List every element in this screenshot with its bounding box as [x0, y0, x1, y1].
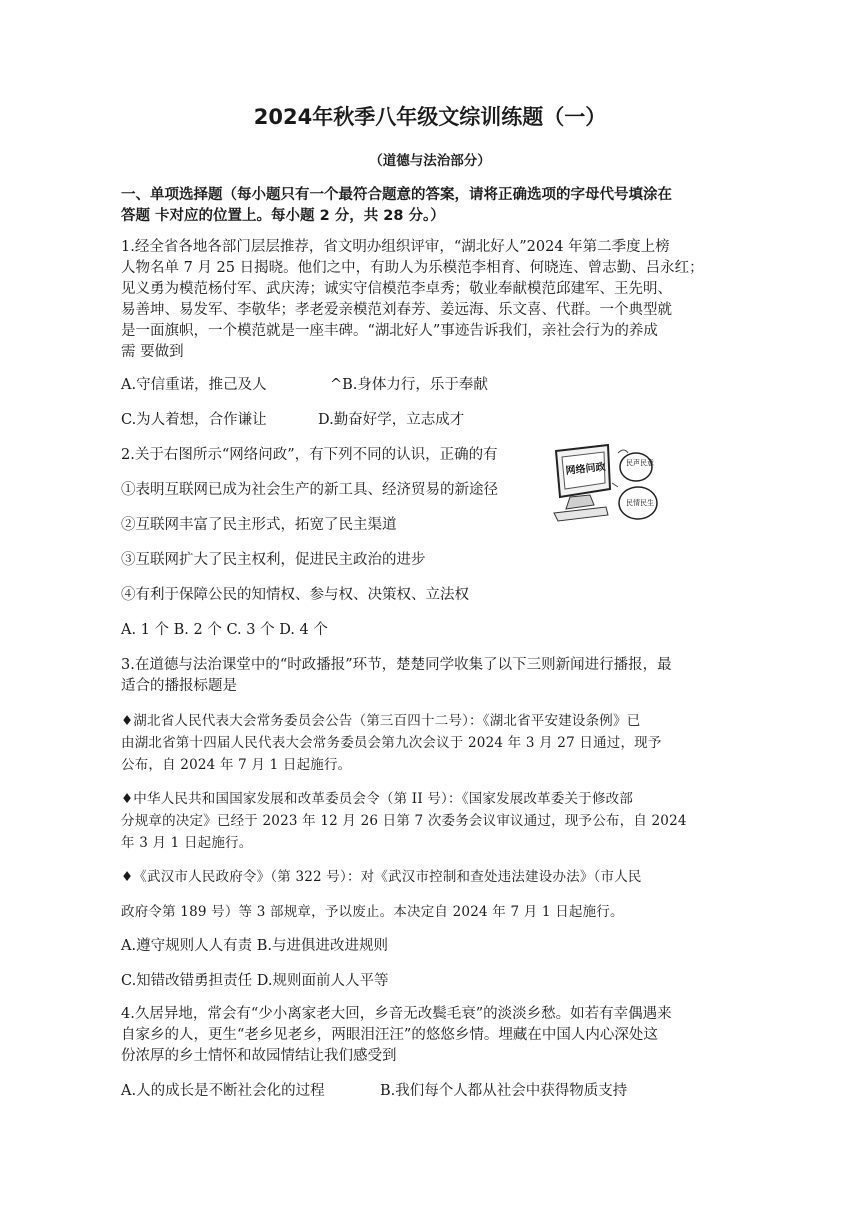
q3-news-3: 政府令第 189 号）等 3 部规章，予以废止。本决定自 2024 年 7 月 1 日起施行。: [121, 904, 624, 920]
q1-option-c: C.为人着想，合作谦让: [121, 412, 267, 428]
section-heading: 一、单项选择题（每小题只有一个最符合题意的答案，请将正确选项的字母代号填涂在: [121, 187, 672, 203]
q2-item: ③互联网扩大了民主权利，促进民主政治的进步: [121, 552, 426, 568]
q1-stem-line: 易善坤、易发军、李敬华；孝老爱亲模范刘春芳、姜远海、乐文喜、代群。一个典型就: [121, 302, 672, 318]
q2-item: ②互联网丰富了民主形式，拓宽了民主渠道: [121, 517, 397, 533]
q3-stem-line: 适合的播报标题是: [121, 678, 237, 694]
section-heading-cont: 答题 卡对应的位置上。每小题 2 分，共 28 分。）: [121, 208, 445, 224]
q1-stem-line: 需 要做到: [121, 344, 184, 360]
q2-stem: 2.关于右图所示“网络问政”，有下列不同的认识，正确的有: [121, 447, 498, 463]
q3-options: A.遵守规则人人有责 B.与进俱进改进规则: [121, 938, 388, 954]
q3-news-1: ♦湖北省人民代表大会常务委员会公告（第三百四十二号）：《湖北省平安建设条例》已: [121, 713, 641, 729]
q3-news-2: 分规章的决定》已经于 2023 年 12 月 26 日第 7 次委务会议审议通过，现予公布，自 2024: [121, 813, 687, 829]
q1-stem-line: 1.经全省各地各部门层层推荐，省文明办组织评审，“湖北好人”2024 年第二季度上榜: [121, 239, 670, 255]
q4-stem-line: 份浓厚的乡土情怀和故园情结让我们感受到: [121, 1048, 397, 1064]
q3-news-2: 年 3 月 1 日起施行。: [121, 835, 253, 851]
q1-option-a: A.守信重诺，推己及人: [121, 377, 267, 393]
q4-stem-line: 4.久居异地，常会有“少小离家老大回，乡音无改鬓毛衰”的淡淡乡愁。如若有幸偶遇来: [121, 1006, 672, 1022]
q3-news-3: ♦《武汉市人民政府令》（第 322 号）：对《武汉市控制和查处违法建设办法》（市人民: [121, 869, 642, 885]
online-governance-cartoon: [550, 443, 668, 525]
q4-stem-line: 自家乡的人，更生“老乡见老乡，两眼泪汪汪”的悠悠乡情。埋藏在中国人内心深处这: [121, 1027, 658, 1043]
q3-options: C.知错改错勇担责任 D.规则面前人人平等: [121, 973, 389, 989]
screen-caption: 网络问政: [565, 461, 607, 477]
q3-stem-line: 3.在道德与法治课堂中的“时政播报”环节，楚楚同学收集了以下三则新闻进行播报，最: [121, 657, 672, 673]
q1-option-b: ^B.身体力行，乐于奉献: [330, 377, 488, 393]
page-subtitle: （道德与法治部分）: [369, 153, 491, 169]
q1-stem-line: 见义勇为模范杨付军、武庆涛；诚实守信模范李卓秀；敬业奉献模范邱建军、王先明、: [121, 281, 672, 297]
q2-options: A. 1 个 B. 2 个 C. 3 个 D. 4 个: [121, 622, 328, 638]
q3-news-1: 公布，自 2024 年 7 月 1 日起施行。: [121, 757, 352, 773]
q2-item: ①表明互联网已成为社会生产的新工具、经济贸易的新途径: [121, 482, 498, 498]
bubble-text-1: 民声民意: [626, 459, 654, 467]
bubble-text-2: 民情民生: [626, 499, 654, 507]
q3-news-2: ♦中华人民共和国国家发展和改革委员会令（第 II 号）：《国家发展改革委关于修改部: [121, 791, 634, 807]
q1-option-d: D.勤奋好学，立志成才: [318, 412, 465, 428]
q4-option-a: A.人的成长是不断社会化的过程: [121, 1083, 325, 1099]
q1-stem-line: 是一面旗帜，一个模范就是一座丰碑。“湖北好人”事迹告诉我们，亲社会行为的养成: [121, 323, 658, 339]
q4-option-b: B.我们每个人都从社会中获得物质支持: [380, 1083, 628, 1099]
q1-stem-line: 人物名单 7 月 25 日揭晓。他们之中，有助人为乐模范李相育、何晓连、曾志勤、吕永红；: [121, 260, 704, 276]
q2-item: ④有利于保障公民的知情权、参与权、决策权、立法权: [121, 587, 469, 603]
q3-news-1: 由湖北省第十四届人民代表大会常务委员会第九次会议于 2024 年 3 月 27 日通过，现予: [121, 735, 662, 751]
page-title: 2024年秋季八年级文综训练题（一）: [253, 105, 607, 129]
